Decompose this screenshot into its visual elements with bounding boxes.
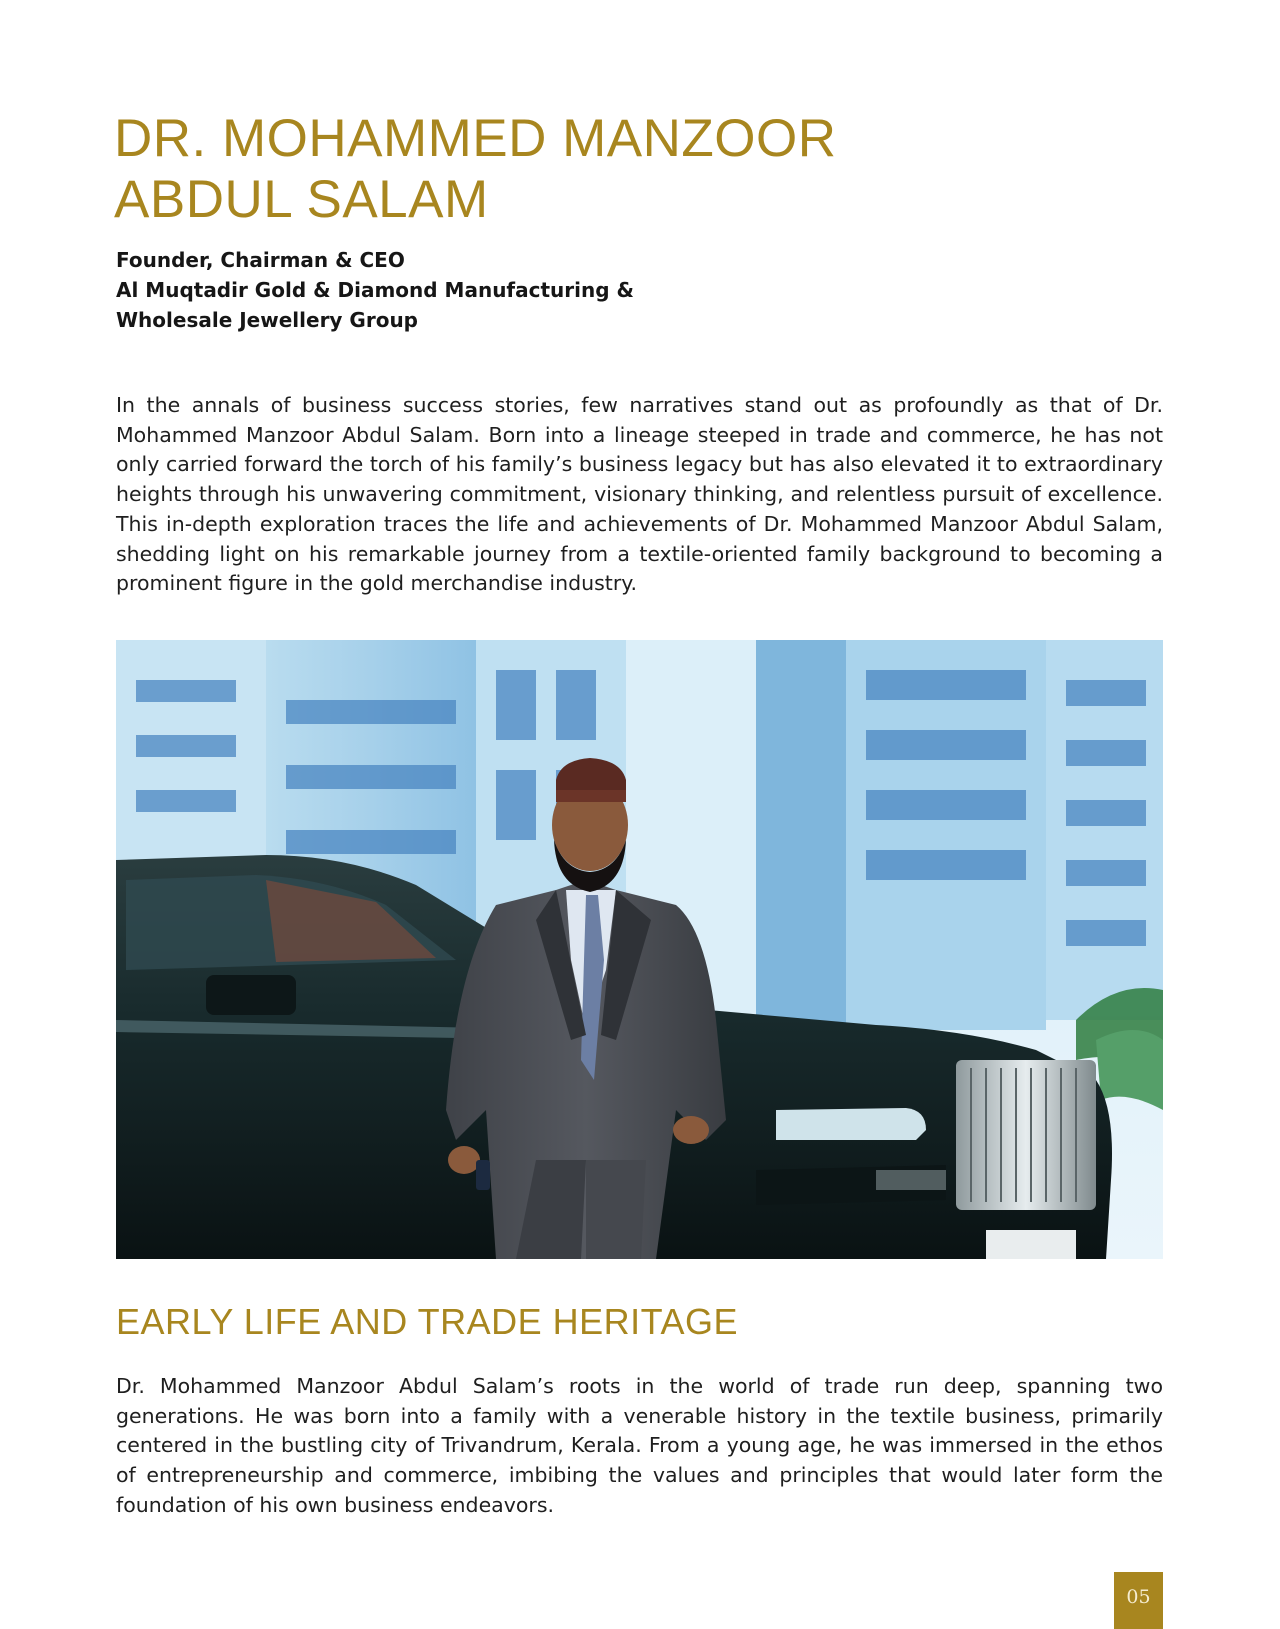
page-title-line-1: DR. MOHAMMED MANZOOR [114,109,837,168]
page-title [114,108,874,230]
page-title-line-2: ABDUL SALAM [114,170,489,229]
subtitle-role: Founder, Chairman & CEO [116,248,405,272]
portrait-photo [116,640,1163,1259]
subtitle-company-line-1: Al Muqtadir Gold & Diamond Manufacturing & [116,278,634,302]
subtitle-company-line-2: Wholesale Jewellery Group [116,308,419,332]
page-number-badge: 05 [1114,1572,1163,1629]
intro-paragraph: In the annals of business success stories, few narratives stand out as profoundly as that of Dr. Mohammed Manzoor Abdul Salam. Born into a lineage steeped in trade and commerce, he has not only carried forward the torch of his family’s business legacy but has also elevated it to extraordinary heights through his unwavering commitment, visionary thinking, and relentless pursuit of excellence. This in-depth exploration traces the life and achievements of Dr. Mohammed Manzoor Abdul Salam, shedding light on his remarkable journey from a textile-oriented family background to becoming a prominent figure in the gold merchandise industry. [116,393,1163,596]
subtitle-block [116,245,716,335]
section-heading: EARLY LIFE AND TRADE HERITAGE [116,1301,738,1342]
section-paragraph: Dr. Mohammed Manzoor Abdul Salam’s roots in the world of trade run deep, spanning two generations. He was born into a family with a venerable history in the textile business, primarily centered in the bustling city of Trivandrum, Kerala. From a young age, he was immersed in the ethos of entrepreneurship and commerce, imbibing the values and principles that would later form the foundation of his own business endeavors. [116,1374,1163,1517]
